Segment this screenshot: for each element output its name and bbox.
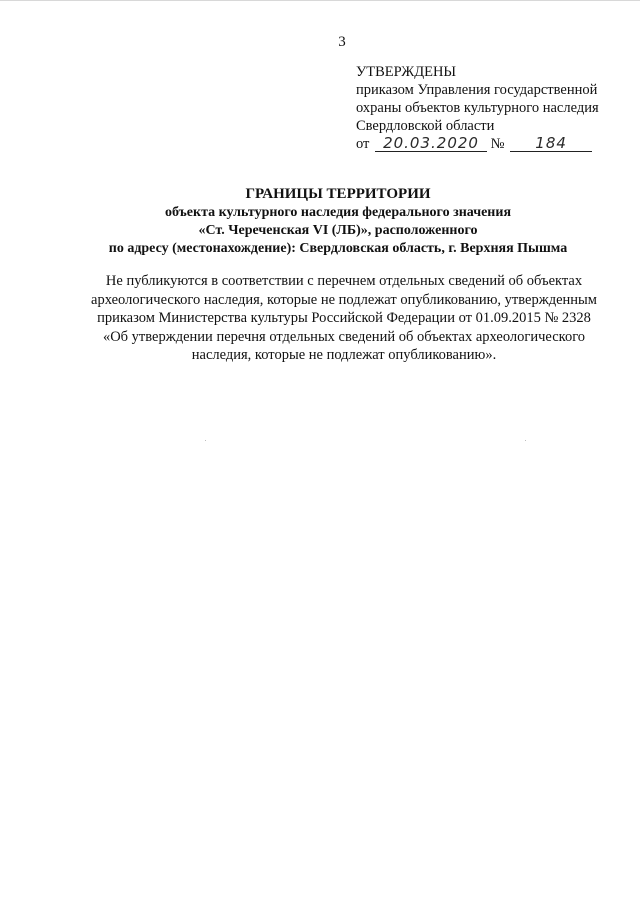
scan-speck (525, 440, 526, 441)
boundaries-heading-block (18, 185, 640, 258)
scan-top-edge (0, 0, 640, 1)
object-name-line: «Ст. Череченская VI (ЛБ)», расположенного (198, 223, 478, 238)
approval-date-line (356, 135, 626, 153)
approval-line-1: приказом Управления государственной (356, 82, 598, 98)
date-prefix: от (356, 136, 370, 152)
publication-notice (54, 272, 634, 365)
handwritten-date: 20.03.2020 (375, 136, 487, 152)
notice-line-2: археологического наследия, которые не подлежат опубликованию, утвержденным (91, 291, 597, 308)
scan-speck (205, 440, 206, 441)
object-address-line: по адресу (местонахождение): Свердловская область, г. Верхняя Пышма (108, 241, 568, 256)
page-number: 3 (338, 34, 346, 50)
approval-block (356, 63, 626, 153)
object-description-line-1: объекта культурного наследия федерального значения (164, 205, 512, 220)
approval-heading: УТВЕРЖДЕНЫ (356, 64, 457, 80)
approval-line-2: охраны объектов культурного наследия (356, 100, 599, 116)
handwritten-order-number: 184 (510, 136, 592, 152)
notice-line-1: Не публикуются в соответствии с перечнем отдельных сведений об объектах (105, 273, 583, 289)
notice-line-3: приказом Министерства культуры Российской Федерации от 01.09.2015 № 2328 (97, 310, 591, 326)
notice-line-5: наследия, которые не подлежат опубликованию». (191, 347, 497, 363)
approval-line-3: Свердловской области (356, 118, 495, 134)
boundaries-title: ГРАНИЦЫ ТЕРРИТОРИИ (245, 186, 431, 202)
notice-line-4: «Об утверждении перечня отдельных сведений об объектах археологического (102, 328, 586, 345)
number-prefix: № (490, 136, 505, 152)
